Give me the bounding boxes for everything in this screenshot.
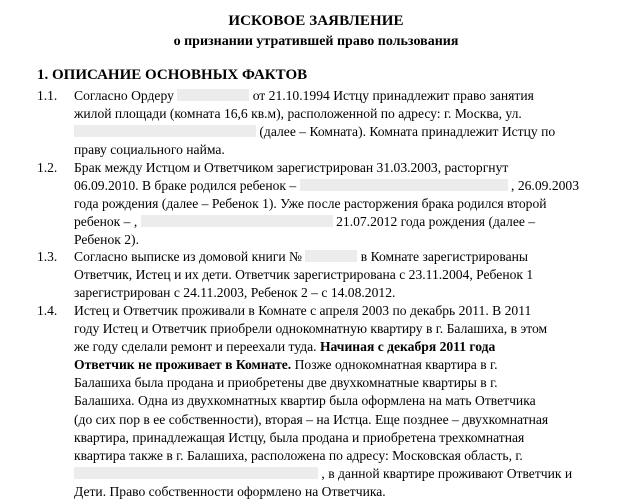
text-line: Истец и Ответчик проживали в Комнате с апреля 2003 по декабрь 2011. В 2011 [74, 303, 532, 318]
text-line: 06.09.2010. В браке родился ребенок – , 26.09.2003 [74, 178, 579, 194]
redacted-block [305, 250, 357, 262]
document-title: ИСКОВОЕ ЗАЯВЛЕНИЕ [228, 13, 404, 29]
text-line: Балашиха была продана и приобретены две двухкомнатные квартиры в г. [74, 375, 498, 391]
paragraph-number: 1.2. [37, 160, 58, 175]
text-line: же году сделали ремонт и переехали туда. Начиная с декабря 2011 года [74, 339, 496, 355]
text-line: Дети. Право собственности оформлено на Ответчика. [74, 483, 386, 499]
paragraph-text [74, 302, 632, 501]
redacted-block [74, 125, 256, 137]
text-line: (до сих пор в ее собственности), вторая – на Истца. Еще позднее – двухкомнатная [74, 411, 549, 427]
text-line: праву социального найма. [74, 142, 225, 158]
text-line: году Истец и Ответчик приобрели однокомнатную квартиру в г. Балашиха, в этом [74, 321, 548, 337]
paragraph-number: 1.4. [37, 303, 58, 318]
text-line: (далее – Комната). Комната принадлежит Истцу по [74, 123, 632, 141]
redacted-block [141, 215, 333, 227]
text-line: Ребенок 2). [74, 232, 139, 248]
text-line: Ответчик не проживает в Комнате. Позже однокомнатная квартира в г. [74, 357, 498, 373]
document-subtitle: о признании утратившей право пользования [173, 34, 459, 49]
text-line: Брак между Истцом и Ответчиком зарегистрирован 31.03.2003, расторгнут [74, 160, 509, 175]
paragraph-number: 1.1. [37, 88, 58, 103]
redacted-block [177, 89, 249, 101]
paragraph-text [74, 87, 632, 159]
text-line: ребенок – , 21.07.2012 года рождения (далее – [74, 214, 536, 230]
text-line: Ответчик, Истец и их дети. Ответчик зарегистрирована с 23.11.2004, Ребенок 1 [74, 267, 534, 283]
redacted-block [74, 467, 318, 479]
paragraph-number: 1.3. [37, 249, 58, 264]
text-line: жилой площади (комната 16,6 кв.м), расположенной по адресу: г. Москва, ул. [74, 106, 522, 122]
text-line: Балашиха. Одна из двухкомнатных квартир была оформлена на мать Ответчика [74, 393, 536, 409]
text-line: Согласно Ордеру от 21.10.1994 Истцу принадлежит право занятия [74, 88, 534, 103]
text-line: квартира также в г. Балашиха, расположена по адресу: Московская область, г. [74, 447, 523, 463]
text-line: года рождения (далее – Ребенок 1). Уже после расторжения брака родился второй [74, 196, 547, 212]
text-line: зарегистрирован с 24.11.2003, Ребенок 2 – с 14.08.2012. [74, 285, 396, 301]
text-line: , в данной квартире проживают Ответчик и [74, 465, 632, 483]
text-line: Согласно выписке из домовой книги № в Комнате зарегистрированы [74, 249, 529, 264]
section-heading: 1. ОПИСАНИЕ ОСНОВНЫХ ФАКТОВ [37, 67, 308, 83]
paragraph-text [74, 248, 632, 302]
redacted-block [300, 179, 508, 191]
text-line: квартира, принадлежащая Истцу, была продана и приобретена трехкомнатная [74, 429, 525, 445]
paragraph-text [74, 159, 632, 249]
